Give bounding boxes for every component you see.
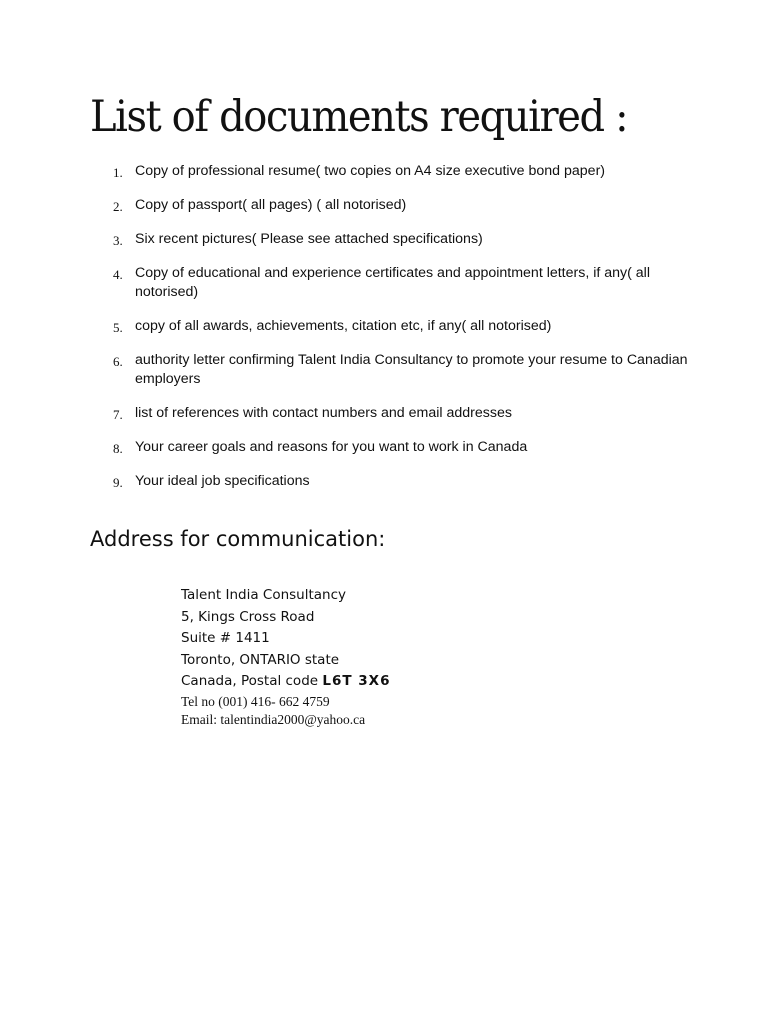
list-item [108,438,688,457]
list-item [108,264,688,302]
list-item [108,317,688,336]
address-street: 5, Kings Cross Road [181,608,315,625]
list-item [108,351,688,389]
list-item [108,230,688,249]
list-item-number: 9. [113,475,123,490]
address-country-line [181,671,390,693]
list-item-number: 2. [113,199,123,214]
address-heading: Address for communication: [90,527,386,551]
address-phone: Tel no (001) 416- 662 4759 [181,693,330,709]
list-item [108,162,688,181]
list-item-number: 3. [113,233,123,248]
documents-list [108,162,688,506]
list-item-text: authority letter confirming Talent India Consultancy to promote your resume to Canadian employers [135,352,688,387]
page-title: List of documents required : [90,92,628,142]
list-item [108,472,688,491]
list-item-text: list of references with contact numbers and email addresses [135,405,512,421]
list-item-text: Six recent pictures( Please see attached specifications) [135,231,483,247]
list-item-text: Copy of educational and experience certificates and appointment letters, if any( all notorised) [135,265,650,300]
list-item-number: 6. [113,354,123,369]
address-city: Toronto, ONTARIO state [181,651,340,668]
list-item [108,196,688,215]
list-item-text: Your ideal job specifications [135,473,310,489]
list-item-number: 8. [113,441,123,456]
address-company: Talent India Consultancy [181,587,347,603]
list-item-number: 5. [113,320,123,335]
address-country: Canada, Postal code [181,673,323,690]
list-item-text: Copy of professional resume( two copies on A4 size executive bond paper) [135,163,606,179]
address-postal-code: L6T 3X6 [322,673,391,690]
address-suite: Suite # 1411 [181,630,270,647]
address-block [181,585,390,729]
list-item-number: 7. [113,407,123,422]
list-item [108,404,688,423]
list-item-text: copy of all awards, achievements, citation etc, if any( all notorised) [135,318,552,334]
list-item-text: Copy of passport( all pages) ( all notorised) [135,197,407,213]
list-item-text: Your career goals and reasons for you want to work in Canada [135,439,528,455]
address-email[interactable]: Email: talentindia2000@yahoo.ca [181,711,366,727]
list-item-number: 4. [113,267,123,282]
list-item-number: 1. [113,165,123,180]
